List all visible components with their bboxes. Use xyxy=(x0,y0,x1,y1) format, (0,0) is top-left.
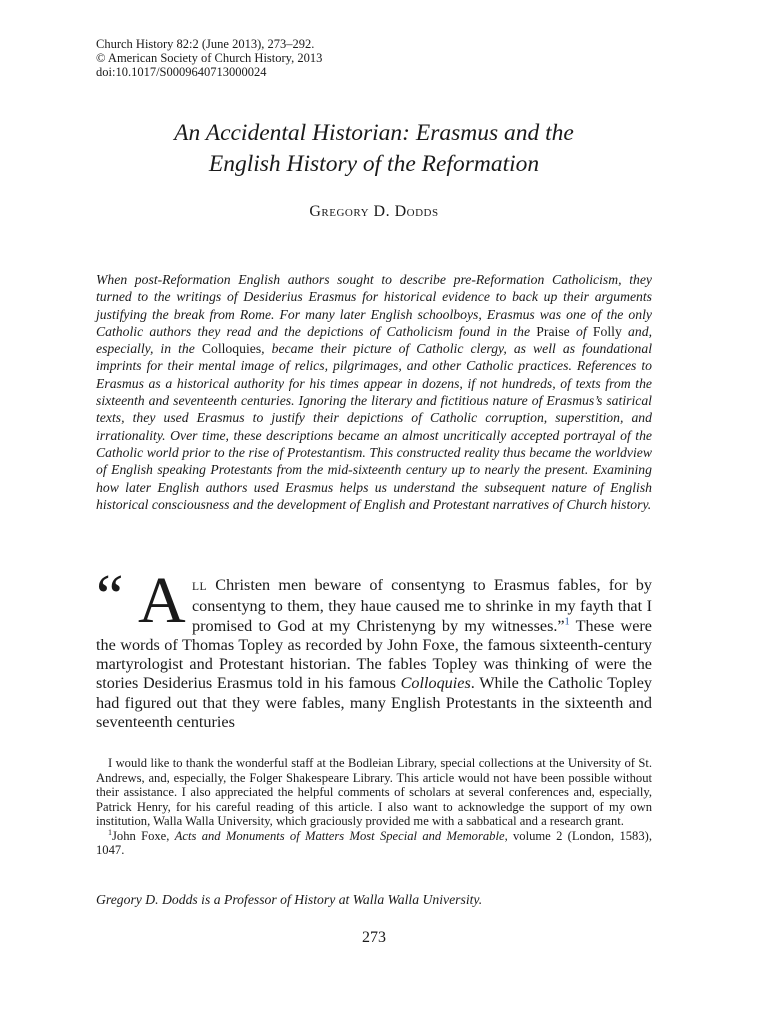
title-line-1: An Accidental Historian: Erasmus and the xyxy=(174,120,574,146)
footnote-ref-1[interactable]: 1 xyxy=(564,616,570,628)
article-title xyxy=(96,118,652,180)
body-work-colloquies: Colloquies xyxy=(400,674,471,693)
footnote-1-marker: 1 xyxy=(108,827,112,837)
author-bio: Gregory D. Dodds is a Professor of History at Walla Walla University. xyxy=(96,892,483,907)
page-number: 273 xyxy=(362,929,386,946)
body-text-2: These were the words of Thomas Topley as recorded by John Foxe, the famous sixteenth-century martyrologist and Protestant historian. The fables Topley was thinking of were the stories Desiderius Erasmus told in his famous xyxy=(96,616,652,693)
opening-quote-mark: “ xyxy=(96,563,124,631)
abstract xyxy=(96,271,652,513)
small-caps-ll: LL xyxy=(192,581,208,593)
footnote-1 xyxy=(96,829,652,858)
acknowledgement-note: I would like to thank the wonderful staff at the Bodleian Library, special collections at the University of St. Andrews, and, especially, the Folger Shakespeare Library. This article would not have been possible without their assistance. I also appreciated the helpful comments of scholars at several conferences and, especially, Patrick Henry, for his careful reading of this article. I also want to acknowledge the support of my own institution, Walla Walla University, which graciously provided me with a sabbatical and a research grant. xyxy=(96,756,652,828)
drop-cap-block xyxy=(96,563,190,637)
drop-cap-letter: A xyxy=(138,564,186,637)
article-body xyxy=(96,563,653,732)
abstract-part-3: , became their picture of Catholic clergy, as well as foundational imprints for their mental image of relics, pilgrimages, and other Catholic practices. References to Erasmus as a historical authority for his times appear in dozens, if not hundreds, of texts from the sixteenth and seventeenth centuries. Ignoring the literary and fictitious nature of Erasmus’s satirical texts, they used Erasmus to justify their depictions of Catholic corruption, superstition, and irrationality. Over time, these descriptions became an almost uncritically accepted portrayal of the Catholic world prior to the rise of Protestantism. This constructed reality thus became the worldview of English speaking Protestants from the mid-sixteenth century up to nearly the present. Examining how later English authors used Erasmus helps us understand the subsequent nature of English historical consciousness and the development of English and Protestant narratives of Church history. xyxy=(96,341,653,512)
author-byline: Gregory D. Dodds xyxy=(309,203,439,220)
abstract-work-colloquies: Colloquies xyxy=(201,341,262,357)
abstract-part-1: When post-Reformation English authors sought to describe pre-Reformation Catholicism, they turned to the writings of Desiderius Erasmus for historical evidence to back up their arguments justifying the break from Rome. For many later English schoolboys, Erasmus was one of the only Catholic authors they read and the depictions of Catholicism found in the xyxy=(96,272,652,339)
abstract-part-2: and, especially, in the xyxy=(96,323,653,357)
footnotes xyxy=(96,756,652,858)
footnote-1-rest: , volume 2 (London, 1583), 1047. xyxy=(96,828,652,857)
abstract-work-folly: Folly xyxy=(592,323,622,339)
body-text-3: . While the Catholic Topley had figured out that they were fables, many English Protestants in the sixteenth and seventeenth centuries xyxy=(96,674,653,732)
abstract-of: of xyxy=(569,323,593,339)
journal-citation: Church History 82:2 (June 2013), 273–292. xyxy=(96,37,315,51)
footnote-1-title: Acts and Monuments of Matters Most Special and Memorable xyxy=(174,828,505,843)
title-line-2: English History of the Reformation xyxy=(208,151,540,177)
doi-line: doi:10.1017/S0009640713000024 xyxy=(96,65,267,79)
body-quote-text: Christen men beware of consentyng to Erasmus fables, for by consentyng to them, they haue caused me to shrinke in my fayth that I promised to God at my Christenyng by my witnesses.” xyxy=(192,576,652,635)
copyright-notice: © American Society of Church History, 2013 xyxy=(96,51,323,65)
abstract-work-praise: Praise xyxy=(536,323,570,339)
journal-header xyxy=(96,37,322,79)
footnote-1-author: John Foxe, xyxy=(112,828,175,843)
